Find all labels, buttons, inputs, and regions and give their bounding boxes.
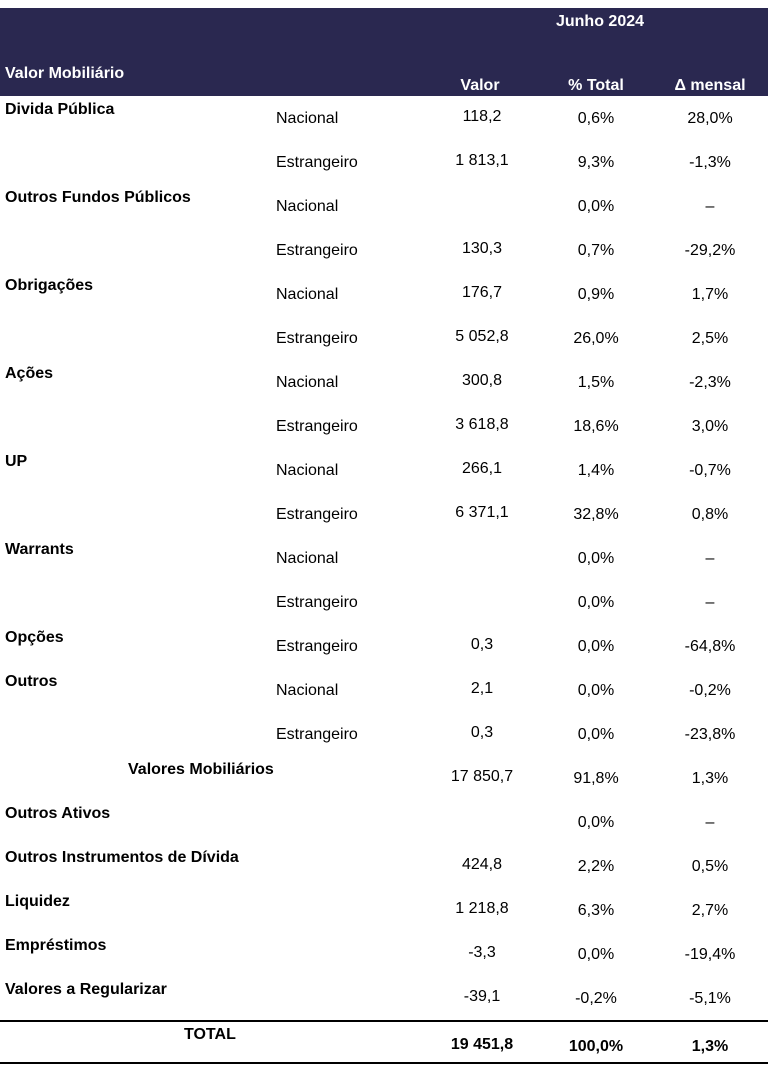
table-row [0, 96, 768, 140]
row-subcategory: Estrangeiro [276, 242, 358, 259]
row-pct-total: 0,7% [577, 242, 615, 259]
row-delta-mensal: 2,5% [691, 330, 729, 347]
row-delta-mensal: -0,2% [689, 682, 731, 699]
row-subcategory: Estrangeiro [276, 726, 358, 743]
row-subcategory: Nacional [276, 550, 339, 567]
row-subcategory: Estrangeiro [276, 638, 358, 655]
row-subcategory: Estrangeiro [276, 418, 358, 435]
row-valor: 176,7 [461, 284, 503, 301]
period-label: Junho 2024 [555, 13, 645, 30]
table-row [0, 800, 768, 844]
row-category: Outros [5, 673, 58, 690]
table-row [0, 140, 768, 184]
table-row [0, 624, 768, 668]
total-row [0, 1022, 768, 1062]
row-valor: 266,1 [461, 460, 503, 477]
row-subcategory: Estrangeiro [276, 330, 358, 347]
row-pct-total: 0,0% [577, 814, 615, 831]
row-pct-total: 0,0% [577, 550, 615, 567]
row-subcategory: Nacional [276, 110, 339, 127]
row-category: Ações [5, 365, 54, 382]
table-row [0, 536, 768, 580]
row-delta-mensal: -64,8% [684, 638, 736, 655]
row-category: Empréstimos [5, 937, 107, 954]
row-subcategory: Nacional [276, 462, 339, 479]
row-subcategory: Nacional [276, 682, 339, 699]
row-subcategory: Estrangeiro [276, 506, 358, 523]
table-row [0, 184, 768, 228]
row-valor: 17 850,7 [450, 768, 514, 785]
row-category: Opções [5, 629, 64, 646]
row-category: Valores a Regularizar [5, 981, 167, 998]
column-header-valor-mobiliario: Valor Mobiliário [5, 65, 125, 82]
row-delta-mensal: – [705, 550, 715, 567]
row-category: Outros Instrumentos de Dívida [5, 849, 239, 866]
row-delta-mensal: 28,0% [687, 110, 733, 127]
row-valor: 3 618,8 [455, 416, 509, 433]
row-valor: 118,2 [462, 108, 502, 125]
row-pct-total: 18,6% [573, 418, 619, 435]
row-delta-mensal: -23,8% [684, 726, 736, 743]
row-delta-mensal: -29,2% [684, 242, 736, 259]
table-row [0, 580, 768, 624]
row-pct-total: 0,9% [577, 286, 615, 303]
total-label: TOTAL [184, 1026, 236, 1043]
table-body [0, 96, 768, 1020]
row-pct-total: 0,0% [577, 638, 615, 655]
row-pct-total: 1,4% [577, 462, 615, 479]
total-bottom-rule [0, 1062, 768, 1064]
row-delta-mensal: – [705, 814, 715, 831]
row-delta-mensal: 3,0% [691, 418, 729, 435]
row-valor: 0,3 [470, 724, 494, 741]
row-pct-total: -0,2% [575, 990, 617, 1007]
row-category: Outros Fundos Públicos [5, 189, 191, 206]
row-pct-total: 0,0% [577, 682, 615, 699]
row-valor: 424,8 [461, 856, 503, 873]
table-row [0, 844, 768, 888]
table-row [0, 272, 768, 316]
row-category: Warrants [5, 541, 74, 558]
row-pct-total: 91,8% [573, 770, 619, 787]
row-pct-total: 1,5% [577, 374, 615, 391]
table-row [0, 228, 768, 272]
total-pct: 100,0% [568, 1038, 624, 1055]
row-delta-mensal: 1,7% [691, 286, 729, 303]
row-category: Valores Mobiliários [128, 761, 274, 778]
table-row [0, 888, 768, 932]
row-delta-mensal: -5,1% [689, 990, 731, 1007]
row-valor: 1 218,8 [455, 900, 509, 917]
row-pct-total: 0,0% [577, 946, 615, 963]
total-delta: 1,3% [691, 1038, 729, 1055]
row-category: Outros Ativos [5, 805, 111, 822]
row-valor: 6 371,1 [455, 504, 509, 521]
row-pct-total: 26,0% [573, 330, 619, 347]
row-valor: 5 052,8 [455, 328, 509, 345]
table-row [0, 712, 768, 756]
row-delta-mensal: 2,7% [691, 902, 729, 919]
row-valor: 300,8 [461, 372, 503, 389]
row-delta-mensal: -2,3% [689, 374, 731, 391]
row-valor: 130,3 [461, 240, 503, 257]
row-delta-mensal: -1,3% [689, 154, 731, 171]
row-pct-total: 9,3% [577, 154, 615, 171]
row-delta-mensal: – [705, 198, 715, 215]
row-delta-mensal: 0,8% [691, 506, 729, 523]
row-category: Obrigações [5, 277, 94, 294]
row-pct-total: 0,6% [577, 110, 615, 127]
row-category: UP [5, 453, 28, 470]
table-row [0, 404, 768, 448]
table-header [0, 8, 768, 96]
row-pct-total: 0,0% [577, 198, 615, 215]
table-row [0, 316, 768, 360]
row-delta-mensal: -19,4% [684, 946, 736, 963]
table-row [0, 932, 768, 976]
table-row [0, 668, 768, 712]
column-header-delta-mensal: Δ mensal [674, 77, 746, 94]
row-pct-total: 2,2% [577, 858, 615, 875]
row-subcategory: Nacional [276, 198, 339, 215]
row-valor: -3,3 [468, 944, 496, 961]
row-valor: 0,3 [470, 636, 494, 653]
row-delta-mensal: – [705, 594, 715, 611]
table-row [0, 756, 768, 800]
row-pct-total: 6,3% [577, 902, 615, 919]
row-pct-total: 0,0% [577, 594, 615, 611]
table-row [0, 448, 768, 492]
row-valor: -39,1 [463, 988, 501, 1005]
row-valor: 1 813,1 [455, 152, 509, 169]
row-delta-mensal: 0,5% [691, 858, 729, 875]
column-header-valor: Valor [460, 77, 500, 94]
column-header-pct-total: % Total [568, 77, 624, 94]
total-valor: 19 451,8 [450, 1036, 514, 1053]
row-category: Divida Pública [5, 101, 115, 118]
row-category: Liquidez [5, 893, 70, 910]
row-subcategory: Nacional [276, 286, 339, 303]
row-pct-total: 32,8% [573, 506, 619, 523]
row-valor: 2,1 [470, 680, 494, 697]
row-subcategory: Estrangeiro [276, 594, 358, 611]
row-delta-mensal: -0,7% [689, 462, 731, 479]
row-subcategory: Nacional [276, 374, 339, 391]
row-delta-mensal: 1,3% [691, 770, 729, 787]
row-subcategory: Estrangeiro [276, 154, 358, 171]
table-row [0, 360, 768, 404]
table-row [0, 976, 768, 1020]
row-pct-total: 0,0% [577, 726, 615, 743]
table-row [0, 492, 768, 536]
